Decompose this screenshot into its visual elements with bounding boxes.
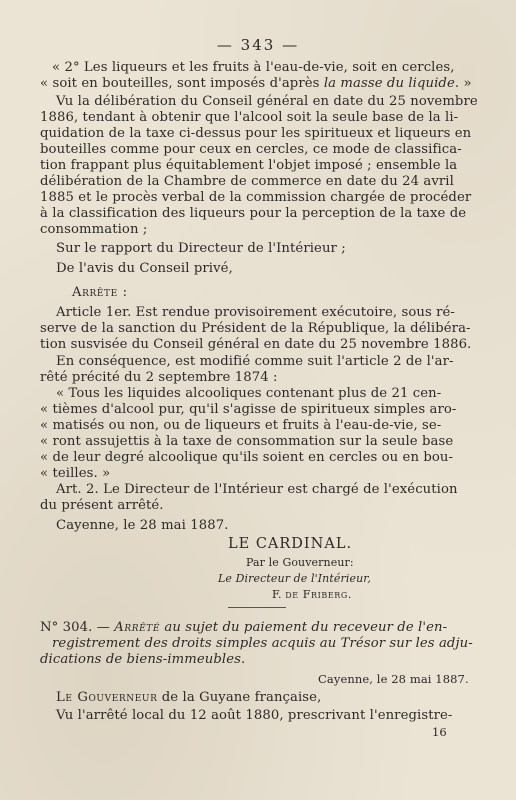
decree-header: N° 304. — Arrêté au sujet du paiement du receveur de l'en- (40, 620, 448, 635)
page-number: — 343 — (216, 36, 300, 54)
paragraph-line: Article 1er. Est rendue provisoirement exécutoire, sous ré- (56, 305, 455, 320)
paragraph-line: à la classification des liqueurs pour la perception de la taxe de (40, 206, 467, 221)
paragraph-line: « 2° Les liqueurs et les fruits à l'eau-de-vie, soit en cercles, (52, 60, 455, 75)
paragraph-line: bouteilles comme pour ceux en cercles, ce mode de classifica- (40, 142, 462, 157)
paragraph-line: « de leur degré alcoolique qu'ils soient en cercles ou en bou- (40, 450, 454, 465)
paragraph-line: serve de la sanction du Président de la République, la délibéra- (40, 321, 471, 336)
divider (228, 607, 286, 608)
paragraph-line: consommation ; (40, 222, 148, 237)
paragraph-line: rêté précité du 2 septembre 1874 : (40, 370, 278, 385)
paragraph-line: tion susvisée du Conseil général en date du 25 novembre 1886. (40, 337, 472, 352)
paragraph-line: 1886, tendant à obtenir que l'alcool soit la seule base de la li- (40, 110, 459, 125)
paragraph-line: « matisés ou non, ou de liqueurs et fruits à l'eau-de-vie, se- (40, 418, 442, 433)
date-line: Cayenne, le 28 mai 1887. (318, 672, 469, 686)
paragraph-line: De l'avis du Conseil privé, (56, 261, 233, 276)
paragraph-line: En conséquence, est modifié comme suit l'article 2 de l'ar- (56, 354, 454, 369)
signature-mark: 16 (432, 725, 447, 739)
decree-title: registrement des droits simples acquis au Trésor sur les adju- (52, 636, 473, 651)
paragraph-line: « Tous les liquides alcooliques contenant plus de 21 cen- (56, 386, 442, 401)
section-heading: Arrête : (72, 285, 128, 300)
paragraph-line: du présent arrêté. (40, 498, 164, 513)
paragraph-line: Le Gouverneur de la Guyane française, (56, 690, 322, 705)
paragraph-line: délibération de la Chambre de commerce en date du 24 avril (40, 174, 454, 189)
signature-line: Par le Gouverneur: (246, 556, 354, 569)
decree-title: dications de biens-immeubles. (40, 652, 246, 667)
paragraph-line: Art. 2. Le Directeur de l'Intérieur est chargé de l'exécution (56, 482, 458, 497)
paragraph-line: Sur le rapport du Directeur de l'Intérieur ; (56, 241, 346, 256)
date-line: Cayenne, le 28 mai 1887. (56, 518, 229, 533)
paragraph-line: « soit en bouteilles, sont imposés d'après la masse du liquide. » (40, 76, 472, 91)
paragraph-line: « ront assujettis à la taxe de consommation sur la seule base (40, 434, 454, 449)
paragraph-line: « teilles. » (40, 466, 111, 481)
paragraph-line: « tièmes d'alcool pur, qu'il s'agisse de spiritueux simples aro- (40, 402, 457, 417)
paragraph-line: quidation de la taxe ci-dessus pour les spiritueux et liqueurs en (40, 126, 472, 141)
signature-name: LE CARDINAL. (228, 536, 353, 552)
signature-line: Le Directeur de l'Intérieur, (218, 572, 372, 585)
paragraph-line: Vu la délibération du Conseil général en date du 25 novembre (56, 94, 478, 109)
paragraph-line: 1885 et le procès verbal de la commission chargée de procéder (40, 190, 472, 205)
signature-line: F. de Friberg. (272, 588, 353, 601)
paragraph-line: tion frappant plus équitablement l'objet imposé ; ensemble la (40, 158, 458, 173)
paragraph-line: Vu l'arrêté local du 12 août 1880, prescrivant l'enregistre- (56, 708, 453, 723)
